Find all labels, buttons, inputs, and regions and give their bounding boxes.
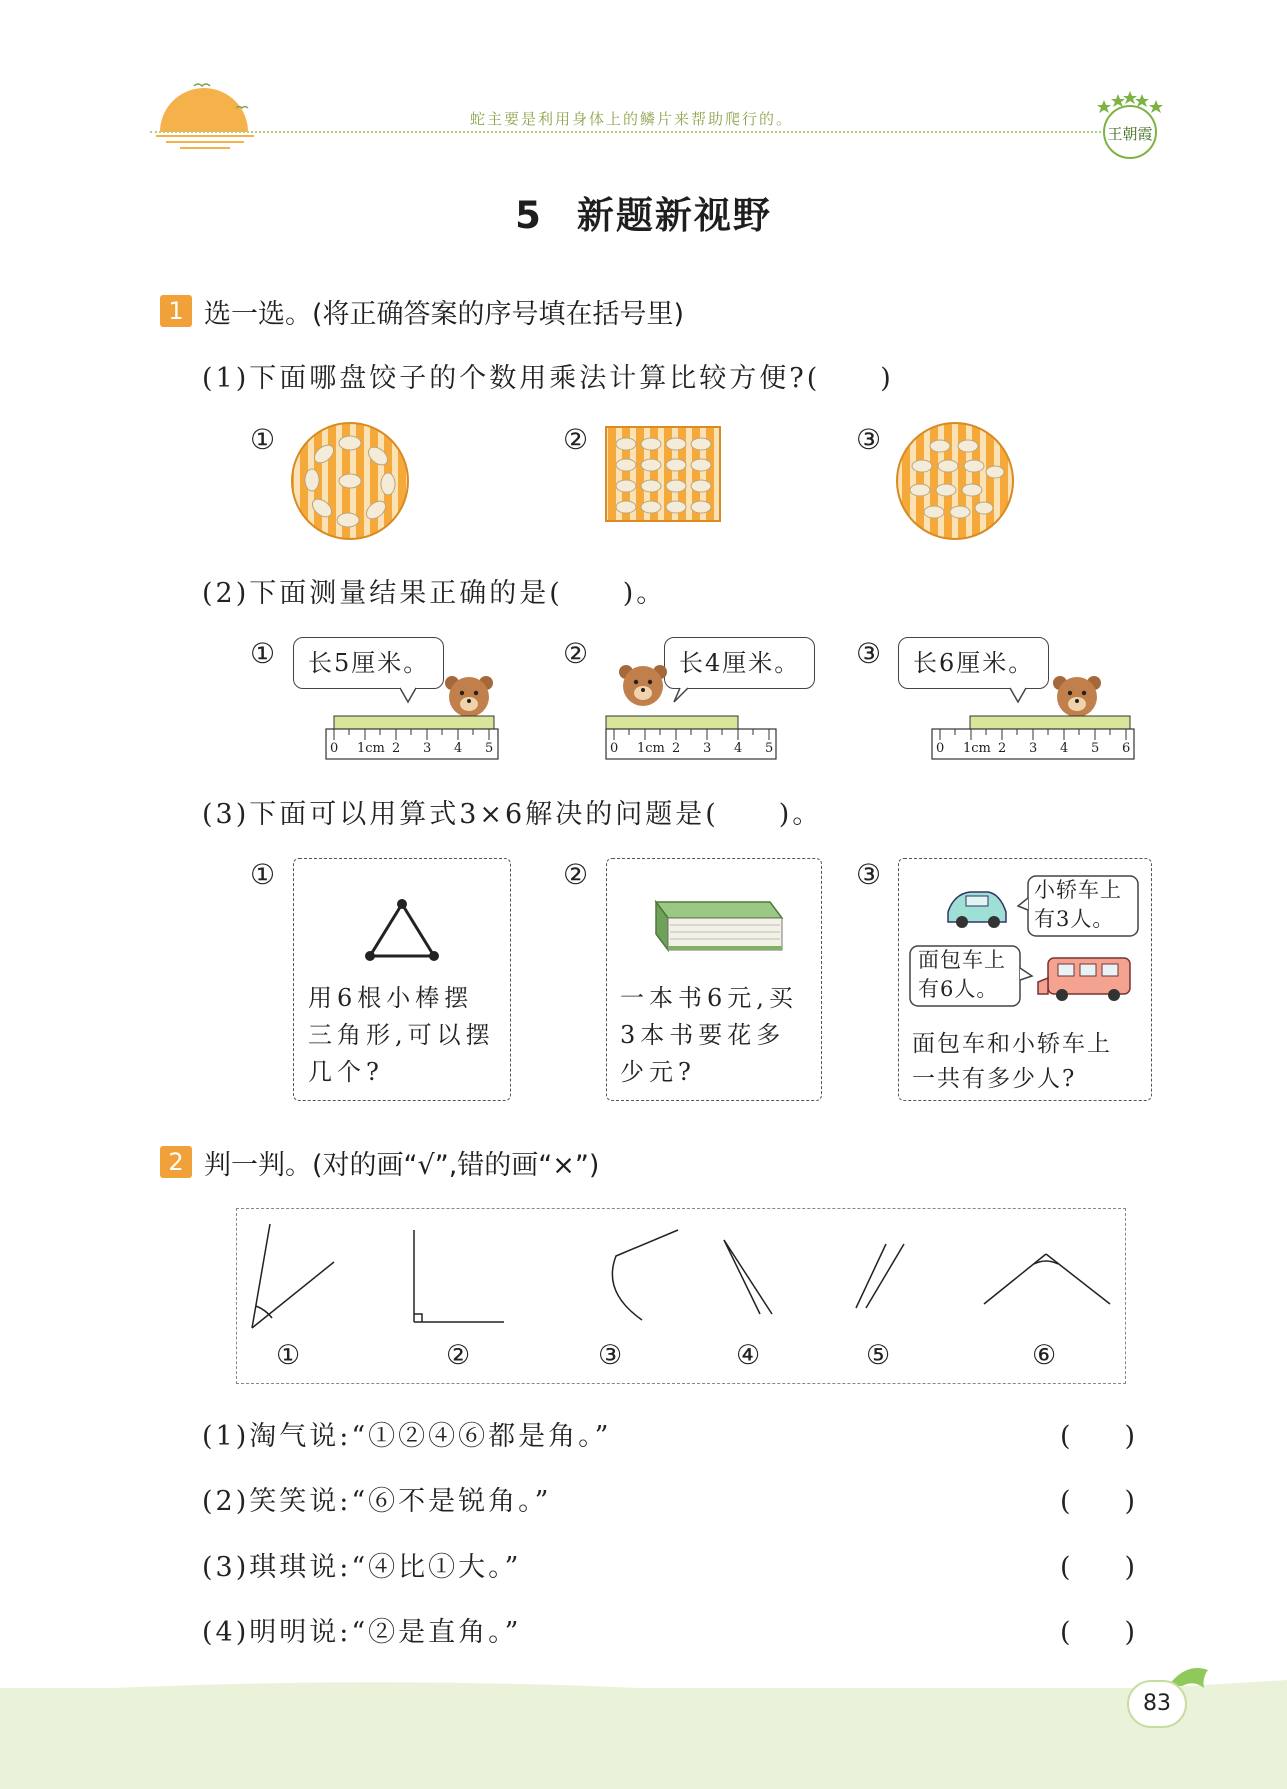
q2-choice-1-label: ① [250,637,276,670]
figure-label-4: ④ [736,1340,761,1371]
q2-text: (2)下面测量结果正确的是( )。 [202,578,667,609]
q3-card-3-text: 面包车和小轿车上 一共有多少人? [912,1031,1112,1092]
q1-choice-3-label: ③ [856,423,882,456]
header-tip: 蛇主要是利用身体上的鳞片来帮助爬行的。 [470,110,794,128]
page-number: 83 [1127,1680,1187,1728]
footer-band [0,1688,1287,1789]
figure-label-6: ⑥ [1032,1340,1057,1371]
answer-blank-4[interactable]: ( ) [1060,1617,1136,1648]
answer-blank-3[interactable]: ( ) [1060,1552,1136,1583]
q2-choice-3-label: ③ [856,637,882,670]
q3-choice-2-label: ② [563,858,589,891]
q1-choice-2-label: ② [563,423,589,456]
figure-label-1: ① [276,1340,301,1371]
statement-4: (4)明明说:“②是直角。” [202,1617,522,1648]
footer-wave [0,1660,1287,1700]
section1-badge: 1 [160,295,192,327]
van-speech-text: 面包车上 有6人。 [918,948,1006,1001]
figure-label-5: ⑤ [866,1340,891,1371]
statement-2: (2)笑笑说:“⑥不是锐角。” [202,1486,552,1517]
van-icon [1038,958,1130,1001]
q2-speech-3: 长6厘米。 [898,637,1049,689]
answer-blank-1[interactable]: ( ) [1060,1421,1136,1452]
q3-choice-1-label: ① [250,858,276,891]
title-text: 新题新视野 [576,194,772,237]
q2-speech-2: 长4厘米。 [664,637,815,689]
q2-speech-1: 长5厘米。 [293,637,444,689]
figure-label-3: ③ [598,1340,623,1371]
q3-card-2-text: 一本书6元,买 3本书要花多 少元? [620,984,798,1086]
section2-title: 判一判。(对的画“√”,错的画“×”) [204,1150,600,1181]
q3-text: (3)下面可以用算式3×6解决的问题是( )。 [202,799,823,830]
svg-text:王朝霞: 王朝霞 [1107,125,1153,143]
car-icon [948,892,1006,928]
figure-label-2: ② [446,1340,471,1371]
answer-blank-2[interactable]: ( ) [1060,1486,1136,1517]
statement-3: (3)琪琪说:“④比①大。” [202,1552,522,1583]
angle-figures [236,1208,1126,1384]
section1-title: 选一选。(将正确答案的序号填在括号里) [204,299,685,330]
q1-text: (1)下面哪盘饺子的个数用乘法计算比较方便?( ) [202,363,894,394]
stick-triangle-icon [365,899,439,961]
q1-choice-1-label: ① [250,423,276,456]
q2-choice-2-label: ② [563,637,589,670]
book-icon [656,902,782,950]
q3-card-1-text: 用6根小棒摆 三角形,可以摆 几个? [308,984,495,1086]
title-number: 5 [515,194,543,237]
q3-choice-3-label: ③ [856,858,882,891]
statement-1: (1)淘气说:“①②④⑥都是角。” [202,1421,612,1452]
section2-badge: 2 [160,1146,192,1178]
car-speech-text: 小轿车上 有3人。 [1034,878,1122,931]
